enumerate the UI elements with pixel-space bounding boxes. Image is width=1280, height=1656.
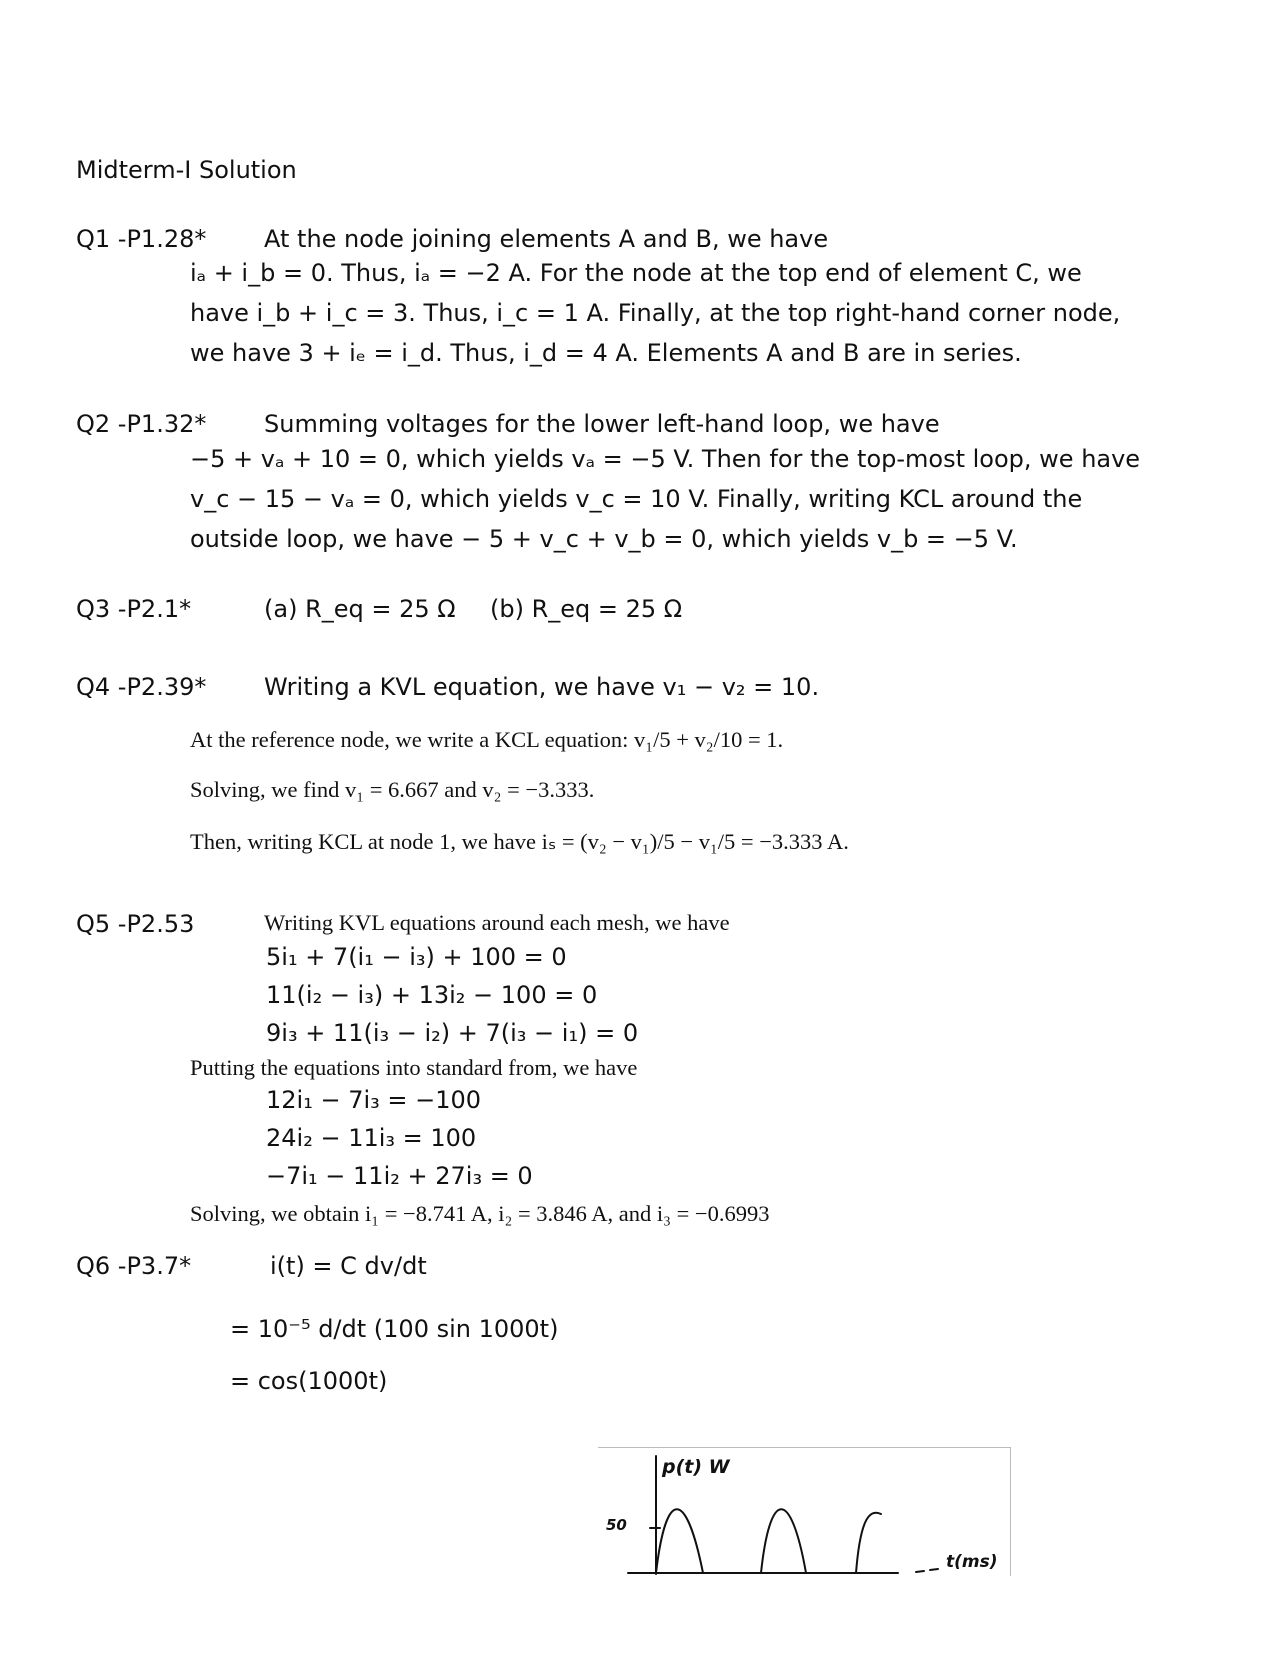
q4-line-1: Writing a KVL equation, we have v₁ − v₂ = 10. <box>264 673 820 701</box>
x-axis-dash-1 <box>916 1571 924 1572</box>
q2-line-2: −5 + vₐ + 10 = 0, which yields vₐ = −5 V. Then for the top-most loop, we have <box>190 445 1141 473</box>
q4-line-4: Then, writing KCL at node 1, we have iₛ = (v₂ − v₁)/5 − v₁/5 = −3.333 A. <box>190 829 849 854</box>
q2-line-4: outside loop, we have − 5 + v_c + v_b = 0, which yields v_b = −5 V. <box>190 525 1018 553</box>
q2-line-3: v_c − 15 − vₐ = 0, which yields v_c = 10 V. Finally, writing KCL around the <box>190 485 1083 513</box>
q5-intro: Writing KVL equations around each mesh, we have <box>264 910 730 935</box>
q5-eq-2: 11(i₂ − i₃) + 13i₂ − 100 = 0 <box>266 981 598 1009</box>
power-hump-2 <box>761 1509 806 1573</box>
q3-part-a: (a) R_eq = 25 Ω <box>264 595 456 623</box>
q2-label: Q2 -P1.32* <box>76 410 207 438</box>
q4-line-3: Solving, we find v₁ = 6.667 and v₂ = −3.333. <box>190 777 595 802</box>
q5-std-eq-1: 12i₁ − 7i₃ = −100 <box>266 1086 482 1114</box>
power-hump-1 <box>656 1509 703 1573</box>
graph-x-label: t(ms) <box>946 1552 998 1572</box>
power-graph <box>598 1447 1011 1576</box>
q5-std-eq-3: −7i₁ − 11i₂ + 27i₃ = 0 <box>266 1162 533 1190</box>
q6-label: Q6 -P3.7* <box>76 1252 192 1280</box>
q3-part-b: (b) R_eq = 25 Ω <box>490 595 683 623</box>
page-title: Midterm-I Solution <box>76 156 297 184</box>
q5-std-eq-2: 24i₂ − 11i₃ = 100 <box>266 1124 477 1152</box>
q6-eq-3: = cos(1000t) <box>230 1367 388 1395</box>
q1-line-4: we have 3 + iₑ = i_d. Thus, i_d = 4 A. Elements A and B are in series. <box>190 339 1022 367</box>
q1-line-3: have i_b + i_c = 3. Thus, i_c = 1 A. Finally, at the top right-hand corner node, <box>190 299 1121 327</box>
q4-label: Q4 -P2.39* <box>76 673 207 701</box>
q1-label: Q1 -P1.28* <box>76 225 207 253</box>
q6-eq-1: i(t) = C dv/dt <box>270 1252 427 1280</box>
q1-line-2: iₐ + i_b = 0. Thus, iₐ = −2 A. For the node at the top end of element C, we <box>190 259 1082 287</box>
power-hump-3 <box>856 1513 881 1573</box>
q5-standard-intro: Putting the equations into standard from, we have <box>190 1055 638 1080</box>
q2-line-1: Summing voltages for the lower left-hand loop, we have <box>264 410 940 438</box>
graph-y-value: 50 <box>606 1516 627 1534</box>
q5-eq-1: 5i₁ + 7(i₁ − i₃) + 100 = 0 <box>266 943 567 971</box>
q4-line-2: At the reference node, we write a KCL equation: v₁/5 + v₂/10 = 1. <box>190 727 784 752</box>
q5-solution: Solving, we obtain i₁ = −8.741 A, i₂ = 3.846 A, and i₃ = −0.6993 <box>190 1201 770 1226</box>
graph-y-label: p(t) W <box>662 1456 730 1478</box>
q3-label: Q3 -P2.1* <box>76 595 192 623</box>
q5-label: Q5 -P2.53 <box>76 910 195 938</box>
q6-eq-2: = 10⁻⁵ d/dt (100 sin 1000t) <box>230 1315 559 1343</box>
q1-line-1: At the node joining elements A and B, we have <box>264 225 829 253</box>
q5-eq-3: 9i₃ + 11(i₃ − i₂) + 7(i₃ − i₁) = 0 <box>266 1019 639 1047</box>
x-axis-dash-2 <box>930 1569 938 1570</box>
